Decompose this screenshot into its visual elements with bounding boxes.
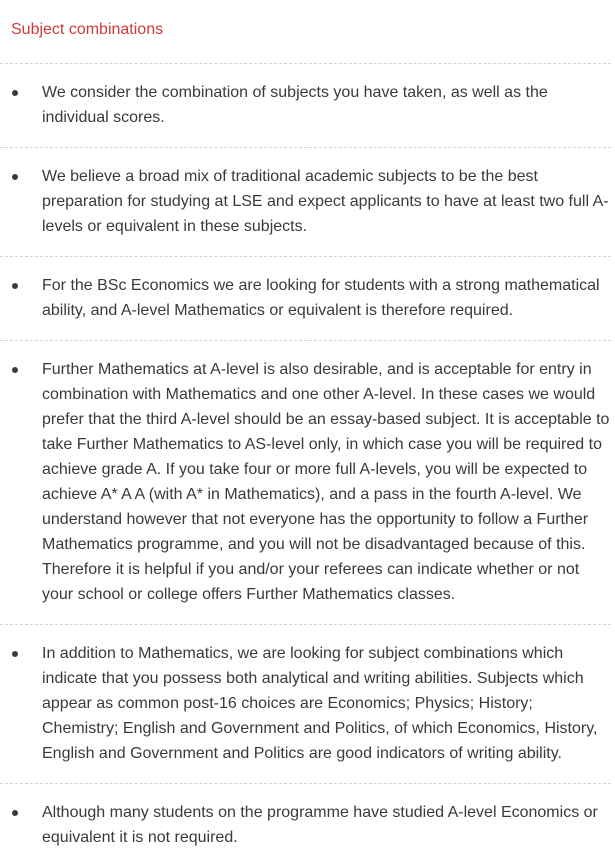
list-item [0, 625, 611, 784]
list-item [0, 148, 611, 257]
list-item [0, 64, 611, 148]
list-item-text: We believe a broad mix of traditional academic subjects to be the best preparation for studying at LSE and expect applicants to have at least two full A-levels or equivalent in these subjects. [42, 168, 609, 235]
bullet-icon [12, 367, 18, 373]
list-item-text: We consider the combination of subjects you have taken, as well as the individual scores. [42, 84, 548, 126]
list-item [0, 341, 611, 625]
section-title: Subject combinations [11, 21, 164, 38]
bullet-icon [12, 283, 18, 289]
list-item [0, 257, 611, 341]
requirements-list [0, 63, 611, 867]
list-item-text: For the BSc Economics we are looking for students with a strong mathematical ability, and A-level Mathematics or equivalent is therefore required. [42, 277, 600, 319]
list-item-text: Although many students on the programme have studied A-level Economics or equivalent it is not required. [42, 804, 598, 846]
bullet-icon [12, 651, 18, 657]
list-item-text: Further Mathematics at A-level is also desirable, and is acceptable for entry in combination with Mathematics and one other A-level. In these cases we would prefer that the third A-level should be an essay-based subject. It is acceptable to take Further Mathematics to AS-level only, in which case you will be required to achieve grade A. If you take four or more full A-levels, you will be expected to achieve A* A A (with A* in Mathematics), and a pass in the fourth A-level. We understand however that not everyone has the opportunity to follow a Further Mathematics programme, and you will not be disadvantaged because of this. Therefore it is helpful if you and/or your referees can indicate whether or not your school or college offers Further Mathematics classes. [42, 361, 610, 603]
list-item-text: In addition to Mathematics, we are looking for subject combinations which indicate that you possess both analytical and writing abilities. Subjects which appear as common post-16 choices are Economics; Physics; History; Chemistry; English and Government and Politics, of which Economics, History, English and Government and Politics are good indicators of writing ability. [42, 645, 598, 762]
list-item [0, 784, 611, 867]
bullet-icon [12, 90, 18, 96]
bullet-icon [12, 810, 18, 816]
bullet-icon [12, 174, 18, 180]
